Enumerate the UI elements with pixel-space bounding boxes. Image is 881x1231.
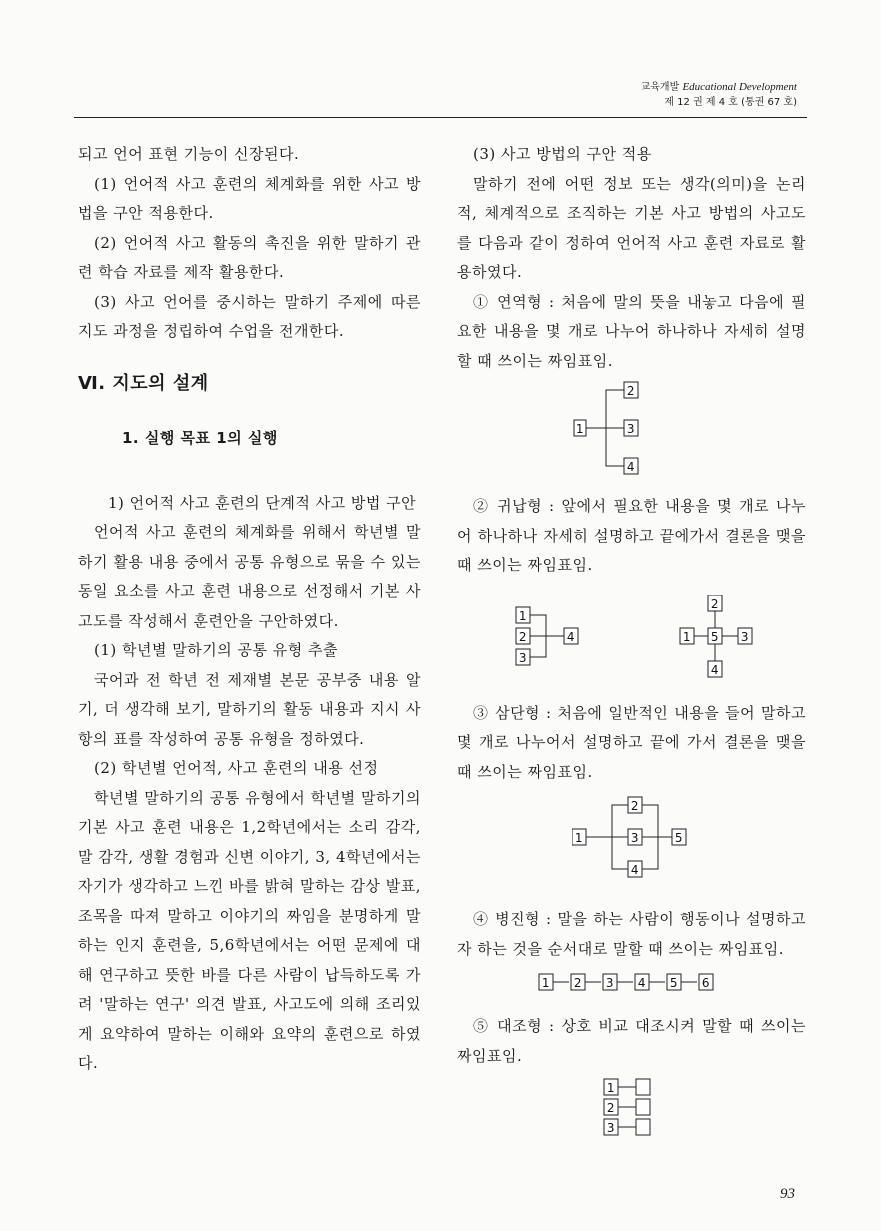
journal-volume: 제 12 권 제 4 호 (통권 67 호) <box>664 97 797 108</box>
paragraph: ⑤ 대조형 : 상호 비교 대조시켜 말할 때 쓰이는 짜임표임. <box>457 1017 806 1065</box>
section-title: Ⅵ. 지도의 설계 <box>78 372 209 394</box>
svg-text:2: 2 <box>606 1101 615 1115</box>
svg-text:1: 1 <box>575 422 584 436</box>
paragraph: 1) 언어적 사고 훈련의 단계적 사고 방법 구안 <box>108 493 417 512</box>
sequential-diagram <box>537 970 727 994</box>
svg-text:5: 5 <box>674 831 683 845</box>
svg-text:1: 1 <box>541 976 550 990</box>
svg-text:2: 2 <box>573 976 582 990</box>
svg-text:4: 4 <box>637 976 646 990</box>
svg-text:5: 5 <box>710 629 719 644</box>
right-column <box>457 140 806 1139</box>
syllogism-diagram <box>572 795 692 881</box>
paragraph: (1) 학년별 말하기의 공통 유형 추출 <box>94 641 338 659</box>
running-header <box>641 80 797 110</box>
svg-text:3: 3 <box>605 976 614 990</box>
paragraph: (3) 사고 언어를 중시하는 말하기 주제에 따른 지도 과정을 정립하여 수업을 전개한다. <box>78 292 421 340</box>
paragraph: 국어과 전 학년 전 제재별 본문 공부중 내용 알기, 더 생각해 보기, 말하기의 활동 내용과 지시 사항의 표를 작성하여 공통 유형을 정하였다. <box>78 670 421 748</box>
deductive-diagram <box>572 376 692 480</box>
paragraph: ④ 병진형 : 말을 하는 사람이 행동이나 설명하고자 하는 것을 순서대로 말할 때 쓰이는 짜임표임. <box>457 910 806 958</box>
svg-text:3: 3 <box>518 650 527 665</box>
left-column <box>78 140 421 1079</box>
svg-text:2: 2 <box>710 596 719 611</box>
journal-title-en: Educational Development <box>682 81 797 93</box>
svg-text:1: 1 <box>518 608 527 623</box>
paragraph: 학년별 말하기의 공통 유형에서 학년별 말하기의 기본 사고 훈련 내용은 1,2학년에서는 소리 감각, 말 감각, 생활 경험과 신변 이야기, 3, 4학년에서는 자기가 생각하고 느낀 바를 밝혀 말하는 감상 발표, 조목을 따져 말하고 이야기의 짜임을 분명하게 말하는 인지 훈련을, 5,6학년에서는 어떤 문제에 대해 연구하고 뜻한 바를 다른 사람이 납득하도록 가려 '말하는 연구' 의견 발표, 사고도에 의해 조리있게 요약하여 말하는 이해와 요약의 훈련으로 하였다. <box>78 788 421 1072</box>
svg-text:4: 4 <box>630 863 639 877</box>
paragraph: 되고 언어 표현 기능이 신장된다. <box>78 145 300 163</box>
svg-text:1: 1 <box>606 1081 615 1095</box>
svg-text:2: 2 <box>626 384 635 398</box>
paragraph: ③ 삼단형 : 처음에 일반적인 내용을 들어 말하고 몇 개로 나누어서 설명하고 끝에 가서 결론을 맺을 때 쓰이는 짜임표임. <box>457 703 806 781</box>
svg-text:1: 1 <box>682 629 691 644</box>
paragraph: ② 귀납형 : 앞에서 필요한 내용을 몇 개로 나누어 하나하나 자세히 설명하고 끝에가서 결론을 맺을 때 쓰이는 짜임표임. <box>457 497 806 574</box>
svg-text:5: 5 <box>669 976 678 990</box>
svg-text:2: 2 <box>630 799 639 813</box>
paragraph: ① 연역형 : 처음에 말의 뜻을 내놓고 다음에 필요한 내용을 몇 개로 나누어 하나하나 자세히 설명할 때 쓰이는 짜임표임. <box>457 292 806 370</box>
svg-text:4: 4 <box>566 629 575 644</box>
svg-text:3: 3 <box>626 422 635 436</box>
inductive-diagrams <box>482 595 782 687</box>
svg-text:2: 2 <box>518 629 527 644</box>
subsection-title: 1. 실행 목표 1의 실행 <box>122 429 278 447</box>
page-number: 93 <box>780 1186 795 1202</box>
svg-text:1: 1 <box>574 831 583 845</box>
journal-title-ko: 교육개발 <box>640 82 680 93</box>
svg-text:6: 6 <box>701 976 710 990</box>
paragraph: 언어적 사고 훈련의 체계화를 위해서 학년별 말하기 활용 내용 중에서 공통 유형으로 묶을 수 있는 동일 요소를 사고 훈련 내용으로 선정해서 기본 사고도를 작성해서 훈련안을 구안하였다. <box>78 523 421 630</box>
paragraph: (1) 언어적 사고 훈련의 체계화를 위한 사고 방법을 구안 적용한다. <box>78 174 421 222</box>
paragraph: 말하기 전에 어떤 정보 또는 생각(의미)을 논리적, 체계적으로 조직하는 기본 사고 방법의 사고도를 다음과 같이 정하여 언어적 사고 훈련 자료로 활용하였다. <box>457 174 806 281</box>
svg-text:3: 3 <box>630 831 639 845</box>
svg-text:3: 3 <box>606 1121 615 1135</box>
svg-text:4: 4 <box>710 662 719 677</box>
paragraph: (2) 학년별 언어적, 사고 훈련의 내용 선정 <box>94 759 379 777</box>
contrast-diagram <box>602 1077 662 1139</box>
svg-text:4: 4 <box>626 460 635 474</box>
svg-text:3: 3 <box>740 629 749 644</box>
paragraph: (3) 사고 방법의 구안 적용 <box>473 145 652 163</box>
paragraph: (2) 언어적 사고 활동의 촉진을 위한 말하기 관련 학습 자료를 제작 활용한다. <box>78 233 421 281</box>
header-rule <box>74 117 807 118</box>
